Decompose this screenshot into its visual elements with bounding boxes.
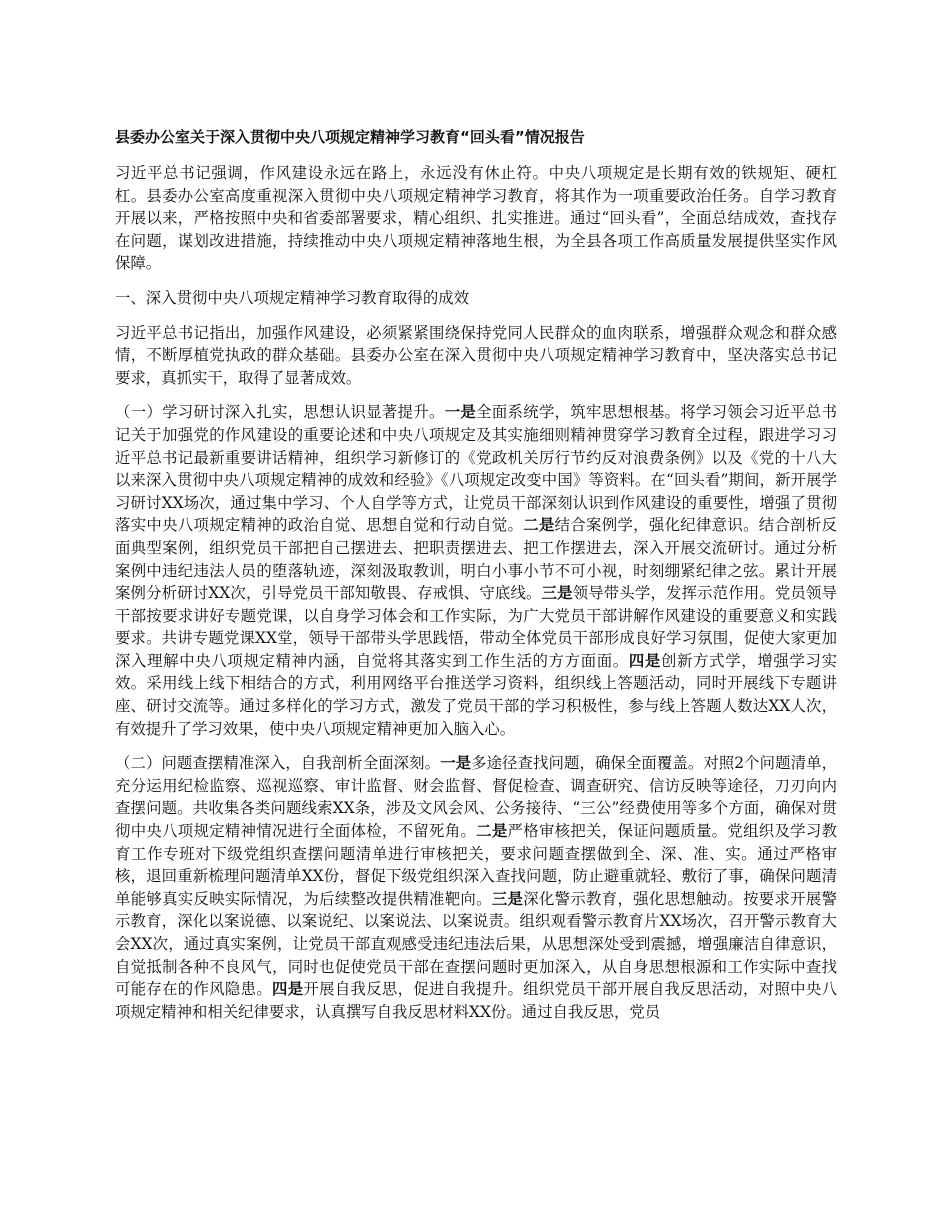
point-text: 严格审核把关，保证问题质量。党组织及学习教育工作专班对下级党组织查摆问题清单进行审核把关，要求问题查摆做到全、深、准、实。通过严格审核，退回重新梳理问题清单XX份，督促下级党组织深入查找问题，防止避重就轻、敷衍了事，确保问题清单能够真实反映实际情况，为后续整改提供精准靶向。 — [115, 822, 837, 908]
point-marker: 三是 — [541, 584, 573, 603]
document-title: 县委办公室关于深入贯彻中央八项规定精神学习教育“回头看”情况报告 — [115, 128, 585, 146]
study-achievements-paragraph — [115, 401, 837, 740]
point-text: 领导带头学，发挥示范作用。党员领导干部按要求讲好专题党课，以自身学习体会和工作实际，为广大党员干部讲解作风建设的重要意义和实践要求。共讲专题党课XX堂，领导干部带头学思践悟，带动全体党员干部形成良好学习氛围，促使大家更加深入理解中央八项规定精神内涵，自觉将其落实到工作生活的方方面面。 — [115, 584, 837, 670]
point-text: 全面系统学，筑牢思想根基。将学习领会习近平总书记关于加强党的作风建设的重要论述和中央八项规定及其实施细则精神贯穿学习教育全过程，跟进学习习近平总书记最新重要讲话精神，组织学习新修订的《党政机关厉行节约反对浪费条例》以及《党的十八大以来深入贯彻中央八项规定精神的成效和经验》《八项规定改变中国》等资料。在“回头看”期间，新开展学习研讨XX场次，通过集中学习、个人自学等方式，让党员干部深刻认识到作风建设的重要性，增强了贯彻落实中央八项规定精神的政治自觉、思想自觉和行动自觉。 — [115, 403, 837, 535]
point-marker: 一是 — [440, 754, 472, 773]
point-marker: 三是 — [491, 889, 524, 908]
document-page — [115, 126, 837, 1035]
point-marker: 二是 — [476, 822, 508, 841]
point-text: 深化警示教育，强化思想触动。按要求开展警示教育，深化以案说德、以案说纪、以案说法、以案说责。组织观看警示教育片XX场次，召开警示教育大会XX次，通过真实案例，让党员干部直观感受违纪违法后果，从思想深处受到震撼，增强廉洁自律意识，自觉抵制各种不良风气，同时也促使党员干部在查摆问题时更加深入，从自身思想根源和工作实际中查找可能存在的作风隐患。 — [115, 889, 837, 999]
intro-paragraph: 习近平总书记强调，作风建设永远在路上，永远没有休止符。中央八项规定是长期有效的铁规矩、硬杠杠。县委办公室高度重视深入贯彻中央八项规定精神学习教育，将其作为一项重要政治任务。自学习教育开展以来，严格按照中央和省委部署要求，精心组织、扎实推进。通过“回头看”，全面总结成效，查找存在问题，谋划改进措施，持续推动中央八项规定精神落地生根，为全县各项工作高质量发展提供坚实作风保障。 — [115, 164, 837, 273]
point-marker: 四是 — [272, 980, 304, 999]
point-text: 创新方式学，增强学习实效。采用线上线下相结合的方式，利用网络平台推送学习资料，组织线上答题活动，同时开展线下专题讲座、研讨交流等。通过多样化的学习方式，激发了党员干部的学习积极性，参与线上答题人数达XX人次，有效提升了学习效果，使中央八项规定精神更加入脑入心。 — [115, 651, 837, 738]
section-heading: 一、深入贯彻中央八项规定精神学习教育取得的成效 — [115, 288, 469, 307]
subsection-heading: （二）问题查摆精准深入，自我剖析全面深刻。 — [115, 754, 441, 773]
point-text: 多途径查找问题，确保全面覆盖。对照2个问题清单，充分运用纪检监察、巡视巡察、审计监督、财会监督、督促检查、调查研究、信访反映等途径，刀刃向内查摆问题。共收集各类问题线索XX条，涉及文风会风、公务接待、“三公”经费使用等多个方面，确保对贯彻中央八项规定精神情况进行全面体检，不留死角。 — [115, 754, 837, 841]
point-text: 结合案例学，强化纪律意识。结合剖析反面典型案例，组织党员干部把自己摆进去、把职责摆进去、把工作摆进去，深入开展交流研讨。通过分析案例中违纪违法人员的堕落轨迹，深刻汲取教训，明白小事小节不可小视，时刻绷紧纪律之弦。累计开展案例分析研讨XX次，引导党员干部知敬畏、存戒惧、守底线。 — [115, 516, 837, 603]
problem-review-paragraph — [115, 752, 837, 1023]
point-text: 开展自我反思，促进自我提升。组织党员干部开展自我反思活动，对照中央八项规定精神和相关纪律要求，认真撰写自我反思材料XX份。通过自我反思，党员 — [115, 980, 837, 1021]
subsection-heading: （一）学习研讨深入扎实，思想认识显著提升。 — [115, 403, 445, 422]
point-marker: 四是 — [628, 651, 661, 670]
section-intro-paragraph: 习近平总书记指出，加强作风建设，必须紧紧围绕保持党同人民群众的血肉联系，增强群众观念和群众感情，不断厚植党执政的群众基础。县委办公室在深入贯彻中央八项规定精神学习教育中，坚决落实总书记要求，真抓实干，取得了显著成效。 — [115, 323, 837, 387]
point-marker: 二是 — [523, 516, 555, 535]
point-marker: 一是 — [444, 403, 477, 422]
